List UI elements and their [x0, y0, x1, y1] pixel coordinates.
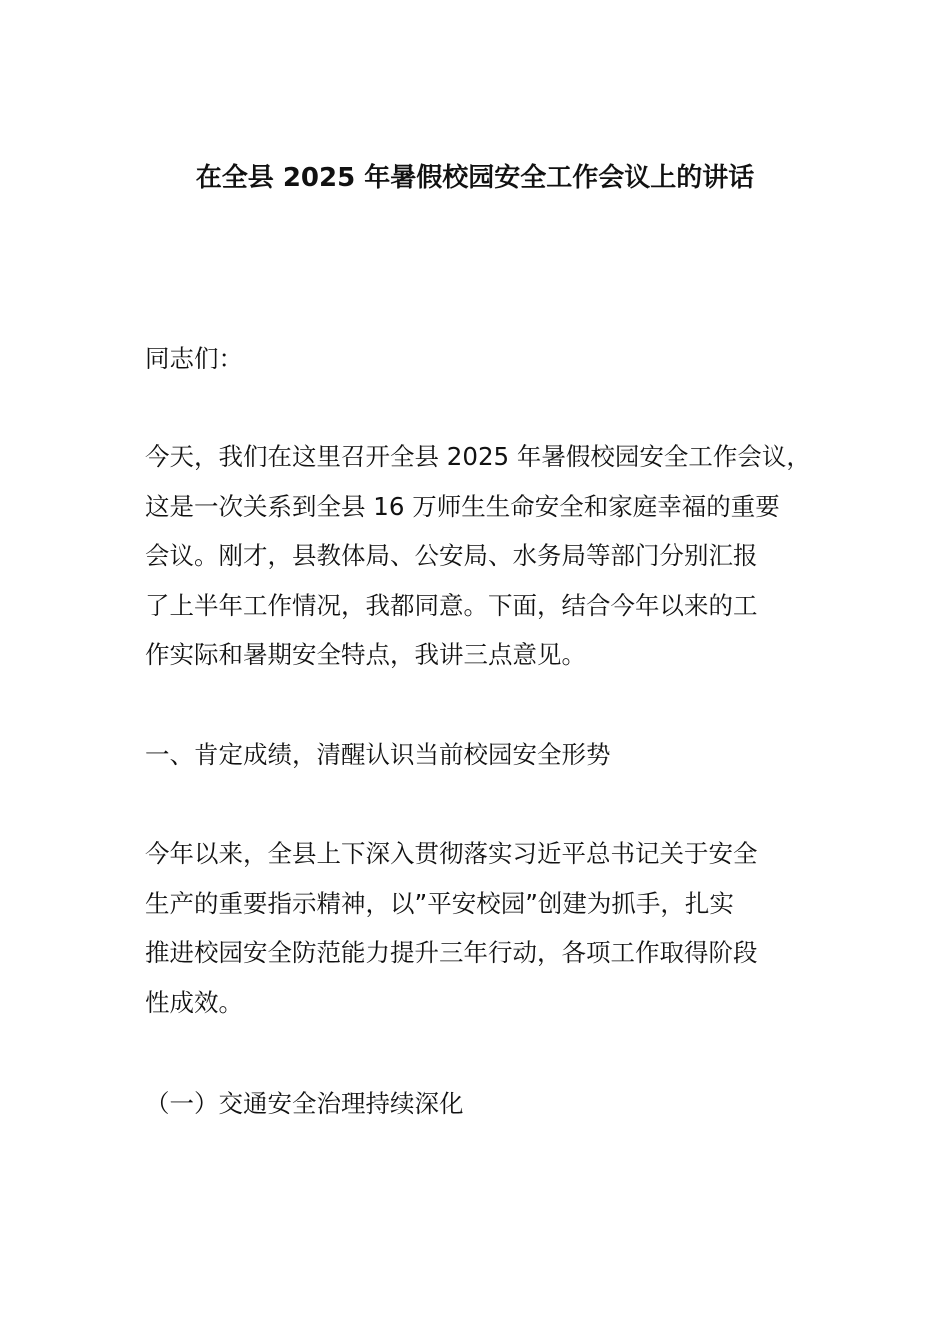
paragraph-line: 性成效。 — [145, 987, 243, 1017]
paragraph-line: 了上半年工作情况，我都同意。下面，结合今年以来的工 — [145, 590, 758, 620]
section-heading-1: 一、肯定成绩，清醒认识当前校园安全形势 — [145, 740, 611, 769]
subsection-heading-1: （一）交通安全治理持续深化 — [145, 1089, 464, 1118]
paragraph-line: 这是一次关系到全县 16 万师生生命安全和家庭幸福的重要 — [145, 491, 780, 521]
paragraph-line: 推进校园安全防范能力提升三年行动，各项工作取得阶段 — [145, 938, 758, 967]
paragraph-line: 今年以来，全县上下深入贯彻落实习近平总书记关于安全 — [145, 839, 758, 868]
paragraph-achievements — [145, 829, 835, 1027]
paragraph-line: 今天，我们在这里召开全县 2025 年暑假校园安全工作会议， — [145, 442, 811, 471]
greeting: 同志们： — [145, 344, 243, 373]
paragraph-line: 会议。刚才，县教体局、公安局、水务局等部门分别汇报 — [145, 541, 758, 570]
paragraph-line: 作实际和暑期安全特点，我讲三点意见。 — [145, 640, 586, 669]
document-title: 在全县 2025 年暑假校园安全工作会议上的讲话 — [195, 163, 755, 193]
paragraph-intro — [145, 432, 835, 680]
paragraph-line: 生产的重要指示精神，以”平安校园”创建为抓手，扎实 — [145, 888, 734, 918]
